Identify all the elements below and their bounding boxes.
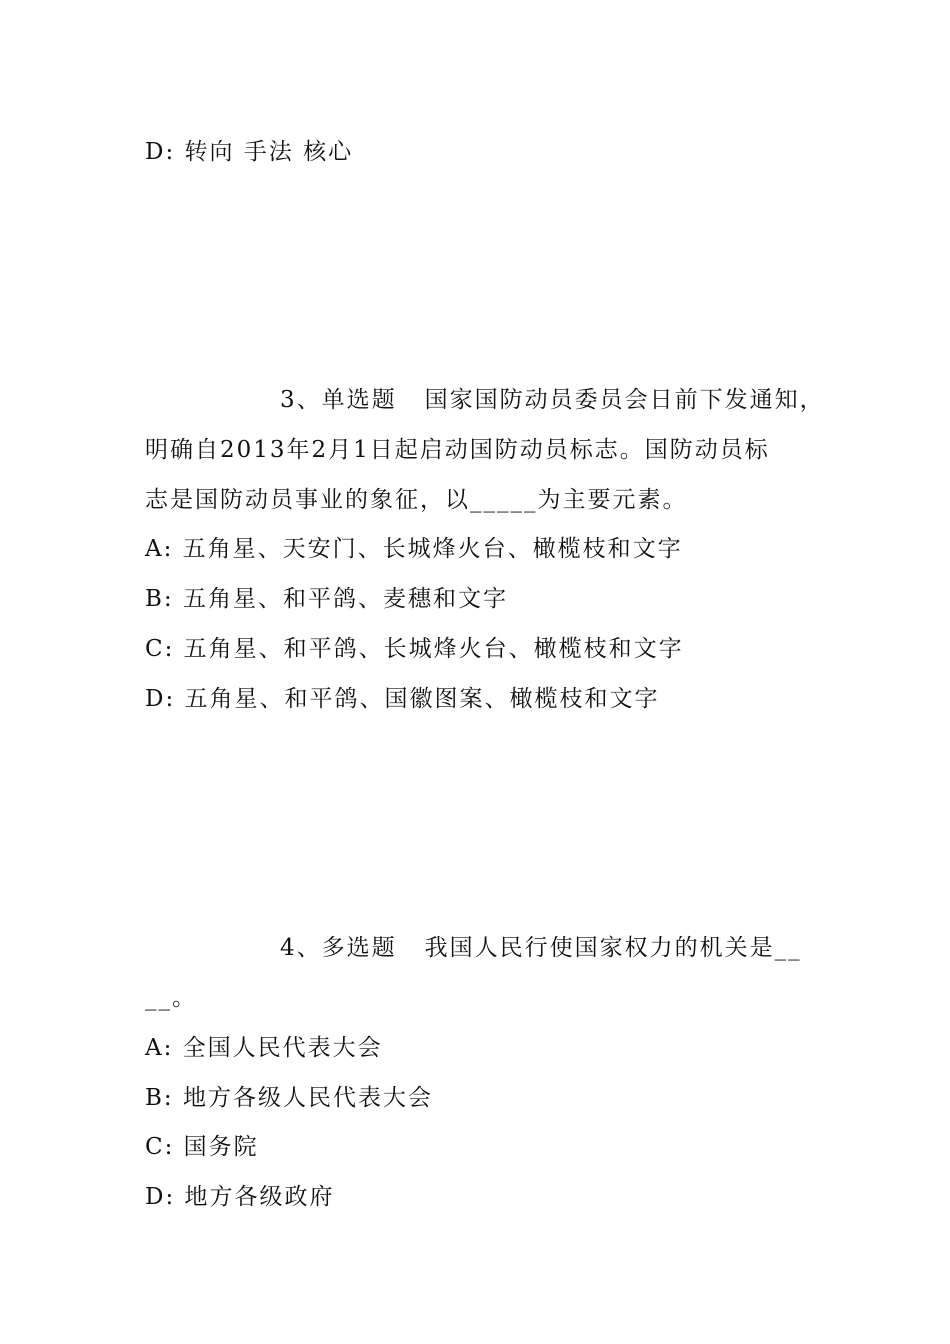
q4-option-c: C: 国务院 xyxy=(145,1134,259,1160)
q3-option-a: A: 五角星、天安门、长城烽火台、橄榄枝和文字 xyxy=(145,536,683,562)
q3-question-line-2: 明确自2013年2月1日起启动国防动员标志。国防动员标 xyxy=(145,437,770,463)
q3-option-b: B: 五角星、和平鸽、麦穗和文字 xyxy=(145,586,508,612)
q3-question-line-1: 3、单选题 国家国防动员委员会日前下发通知， xyxy=(280,387,825,413)
q4-option-a: A: 全国人民代表大会 xyxy=(145,1035,383,1061)
q3-option-c: C: 五角星、和平鸽、长城烽火台、橄榄枝和文字 xyxy=(145,636,684,662)
q4-question-line-2: __。 xyxy=(145,985,197,1011)
q3-question-line-3: 志是国防动员事业的象征，以_____为主要元素。 xyxy=(145,487,688,513)
q4-option-b: B: 地方各级人民代表大会 xyxy=(145,1085,433,1111)
q4-option-d: D: 地方各级政府 xyxy=(145,1184,335,1210)
q2-option-d: D: 转向 手法 核心 xyxy=(145,139,354,165)
q3-option-d: D: 五角星、和平鸽、国徽图案、橄榄枝和文字 xyxy=(145,686,660,712)
q4-question-line-1: 4、多选题 我国人民行使国家权力的机关是__ xyxy=(280,935,802,961)
